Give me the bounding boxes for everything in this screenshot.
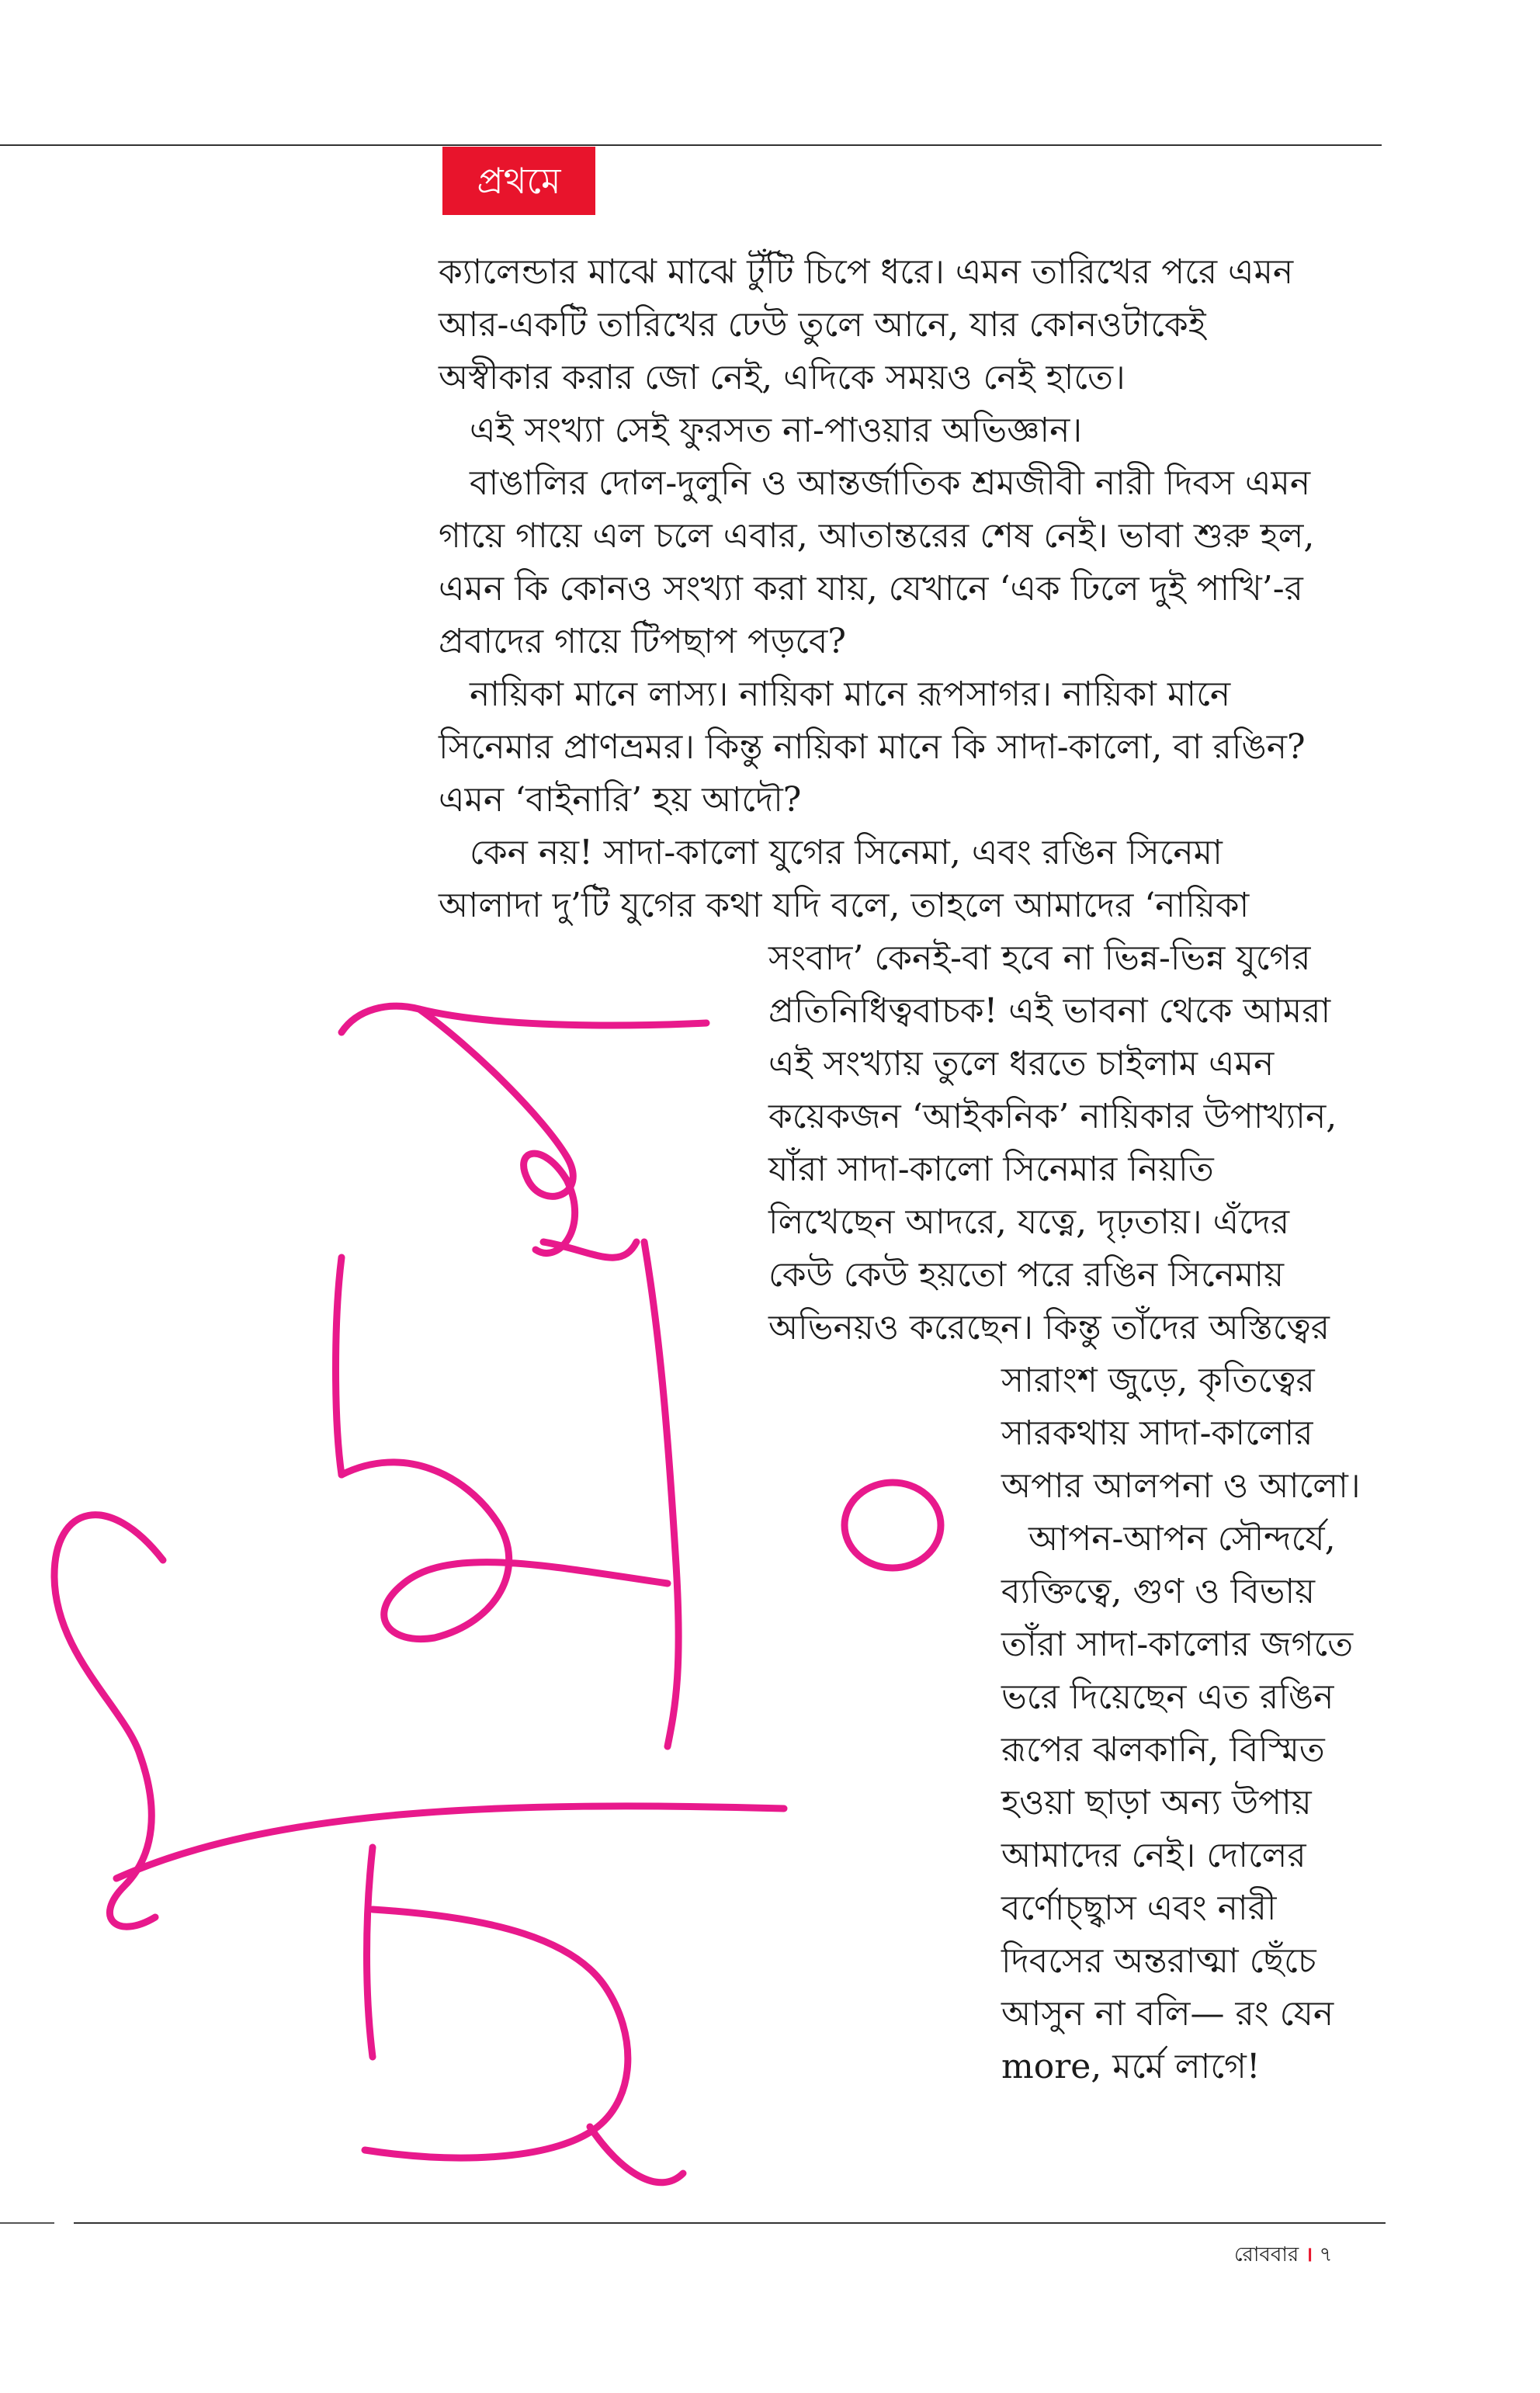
editorial-line: ক্যালেন্ডার মাঝে মাঝে টুঁটি চিপে ধরে। এমন তারিখের পরে এমন: [439, 252, 1294, 292]
editorial-line: প্রবাদের গায়ে টিপছাপ পড়বে?: [439, 622, 847, 661]
editorial-line: সিনেমার প্রাণভ্রমর। কিন্তু নায়িকা মানে কি সাদা-কালো, বা রঙিন?: [439, 727, 1306, 767]
editorial-line: আমাদের নেই। দোলের: [1001, 1836, 1306, 1875]
page-number: ৭: [1319, 2243, 1333, 2266]
editorial-line: অভিনয়ও করেছেন। কিন্তু তাঁদের অস্তিত্বের: [768, 1308, 1330, 1347]
editorial-line: হওয়া ছাড়া অন্য উপায়: [1001, 1783, 1312, 1822]
editorial-line: more, মর্মে লাগে!: [1001, 2047, 1261, 2086]
page-footer: [1234, 2239, 1332, 2273]
editorial-line: এমন ‘বাইনারি’ হয় আদৌ?: [439, 780, 802, 820]
footer-separator: ।: [1305, 2243, 1313, 2266]
editorial-line: প্রতিনিধিত্ববাচক! এই ভাবনা থেকে আমরা: [768, 991, 1331, 1031]
bottom-rule: [74, 2222, 1386, 2224]
editorial-line: লিখেছেন আদরে, যত্নে, দৃঢ়তায়। এঁদের: [768, 1202, 1290, 1242]
editorial-line: এই সংখ্যা সেই ফুরসত না-পাওয়ার অভিজ্ঞান।: [470, 411, 1083, 450]
editorial-line: এমন কি কোনও সংখ্যা করা যায়, যেখানে ‘এক ঢিলে দুই পাখি’-র: [439, 569, 1303, 609]
editorial-line: সংবাদ’ কেনই-বা হবে না ভিন্ন-ভিন্ন যুগের: [768, 938, 1311, 978]
editorial-line: এই সংখ্যায় তুলে ধরতে চাইলাম এমন: [768, 1044, 1275, 1084]
editorial-line: বাঙালির দোল-দুলুনি ও আন্তর্জাতিক শ্রমজীবী নারী দিবস এমন: [470, 463, 1311, 503]
editorial-line: যাঁরা সাদা-কালো সিনেমার নিয়তি: [768, 1150, 1214, 1189]
editorial-line: কয়েকজন ‘আইকনিক’ নায়িকার উপাখ্যান,: [768, 1097, 1337, 1136]
top-rule: [0, 144, 1382, 146]
editorial-line: কেন নয়! সাদা-কালো যুগের সিনেমা, এবং রঙিন সিনেমা: [470, 833, 1223, 872]
editorial-line: আপন-আপন সৌন্দর্যে,: [1028, 1519, 1336, 1559]
editorial-line: কেউ কেউ হয়তো পরে রঙিন সিনেমায়: [768, 1255, 1285, 1295]
editorial-line: নায়িকা মানে লাস্য। নায়িকা মানে রূপসাগর। নায়িকা মানে: [470, 675, 1231, 714]
editorial-line: রূপের ঝলকানি, বিস্মিত: [1001, 1730, 1325, 1770]
editorial-line: আর-একটি তারিখের ঢেউ তুলে আনে, যার কোনওটাকেই: [439, 305, 1206, 345]
editorial-line: অস্বীকার করার জো নেই, এদিকে সময়ও নেই হাতে।: [439, 358, 1126, 397]
editorial-line: গায়ে গায়ে এল চলে এবার, আতান্তরের শেষ নেই। ভাবা শুরু হল,: [439, 516, 1315, 556]
editorial-line: তাঁরা সাদা-কালোর জগতে: [1001, 1625, 1354, 1664]
editorial-line: অপার আলপনা ও আলো।: [1001, 1466, 1361, 1506]
editorial-line: আলাদা দু’টি যুগের কথা যদি বলে, তাহলে আমাদের ‘নায়িকা: [439, 886, 1250, 925]
bottom-rule-stub: [0, 2222, 54, 2224]
editorial-line: বর্ণোচ্ছ্বাস এবং নারী: [1001, 1888, 1277, 1928]
section-tag: প্রথমে: [442, 147, 595, 215]
calligraphy-title-artwork: [0, 994, 1009, 2204]
editorial-line: ব্যক্তিত্বে, গুণ ও বিভায়: [1001, 1572, 1316, 1611]
publication-name: রোববার: [1234, 2243, 1299, 2266]
editorial-line: সারাংশ জুড়ে, কৃতিত্বের: [1001, 1361, 1315, 1400]
editorial-line: সারকথায় সাদা-কালোর: [1001, 1413, 1313, 1453]
editorial-line: দিবসের অন্তরাত্মা ছেঁচে: [1001, 1941, 1316, 1981]
editorial-line: ভরে দিয়েছেন এত রঙিন: [1001, 1677, 1334, 1717]
editorial-line: আসুন না বলি— রং যেন: [1001, 1994, 1334, 2034]
